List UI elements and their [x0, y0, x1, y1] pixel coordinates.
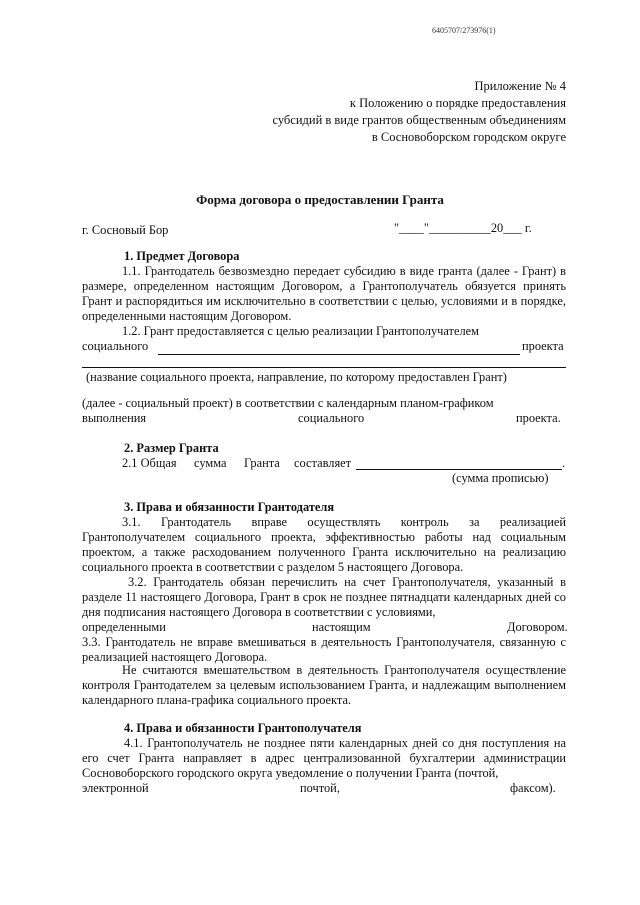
section-4-heading: 4. Права и обязанности Грантополучателя	[124, 721, 362, 735]
paragraph-3-4: Не считаются вмешательством в деятельность Грантополучателя осуществление контроля Грантодателем за целевым использованием Гранта, и надлежащим выполнением календарного плана-графика социального проекта.	[82, 663, 566, 707]
paragraph-4-1-c: факсом).	[510, 781, 556, 795]
document-title: Форма договора о предоставлении Гранта	[196, 192, 444, 207]
paragraph-1-3-c: проекта.	[516, 411, 561, 425]
paragraph-2-1-a: 2.1 Общая	[122, 456, 177, 470]
date-template: "____"__________20___ г.	[394, 221, 532, 235]
amount-caption: (сумма прописью)	[452, 471, 549, 485]
paragraph-1-3-line1: (далее - социальный проект) в соответствии с календарным планом-графиком	[82, 396, 494, 410]
section-2-heading: 2. Размер Гранта	[124, 441, 219, 455]
paragraph-3-2-a: определенными	[82, 620, 166, 634]
paragraph-4-1-a: электронной	[82, 781, 149, 795]
paragraph-1-3-a: выполнения	[82, 411, 147, 425]
paragraph-2-1-b: сумма	[194, 456, 227, 470]
project-name-line-2	[82, 367, 566, 368]
section-1-heading: 1. Предмет Договора	[124, 249, 240, 263]
section-3-heading: 3. Права и обязанности Грантодателя	[124, 500, 335, 514]
paragraph-1-1: 1.1. Грантодатель безвозмездно передает субсидию в виде гранта (далее - Грант) в размере, определенном настоящим Договором, а Грантополучатель обязуется принять Грант и распорядиться им исключительно в соответствии с целью, условиями и в порядке, определенными настоящим Договором.	[82, 264, 566, 323]
appendix-line3: субсидий в виде грантов общественным объединениям	[272, 113, 566, 127]
paragraph-2-1-c: Гранта	[244, 456, 280, 470]
paragraph-3-2-c: Договором.	[507, 620, 568, 634]
appendix-number: Приложение № 4	[474, 79, 566, 93]
paragraph-1-2-social: социального	[82, 339, 149, 353]
appendix-line2: к Положению о порядке предоставления	[349, 96, 566, 110]
appendix-line4: в Сосновоборском городском округе	[371, 130, 566, 144]
paragraph-1-2-line1: 1.2. Грант предоставляется с целью реализации Грантополучателем	[122, 324, 479, 338]
paragraph-3-1: 3.1. Грантодатель вправе осуществлять контроль за реализацией Грантополучателем социального проекта, эффективностью работы над социальным проектом, а также расходованием полученного Гранта исключительно на реализацию социального проекта в соответствии с разделом 5 настоящего Договора.	[82, 515, 566, 574]
paragraph-4-1-b: почтой,	[300, 781, 340, 795]
project-name-line-1	[158, 354, 520, 355]
amount-dot: .	[562, 456, 566, 470]
paragraph-2-1-d: составляет	[294, 456, 352, 470]
paragraph-4-1: 4.1. Грантополучатель не позднее пяти календарных дней со дня поступления на его счет Гранта направляет в адрес централизованной бухгалтерии администрации Сосновоборского городского округа уведомление о получении Гранта (почтой,	[82, 736, 566, 780]
paragraph-3-2: 3.2. Грантодатель обязан перечислить на счет Грантополучателя, указанный в разделе 11 настоящего Договора, Грант в срок не позднее пятнадцати календарных дней со дня подписания настоящего Договора в соответствии с условиями,	[82, 575, 566, 619]
paragraph-3-3: 3.3. Грантодатель не вправе вмешиваться в деятельность Грантополучателя, связанную с реализацией настоящего Договора.	[82, 635, 566, 664]
project-name-caption: (название социального проекта, направление, по которому предоставлен Грант)	[86, 370, 507, 384]
paragraph-1-3-b: социального	[298, 411, 365, 425]
place-label: г. Сосновый Бор	[82, 223, 169, 237]
document-id: 6405707/273976(1)	[432, 26, 496, 35]
amount-line	[356, 469, 562, 470]
paragraph-1-2-project: проекта	[522, 339, 564, 353]
paragraph-3-2-b: настоящим	[312, 620, 371, 634]
